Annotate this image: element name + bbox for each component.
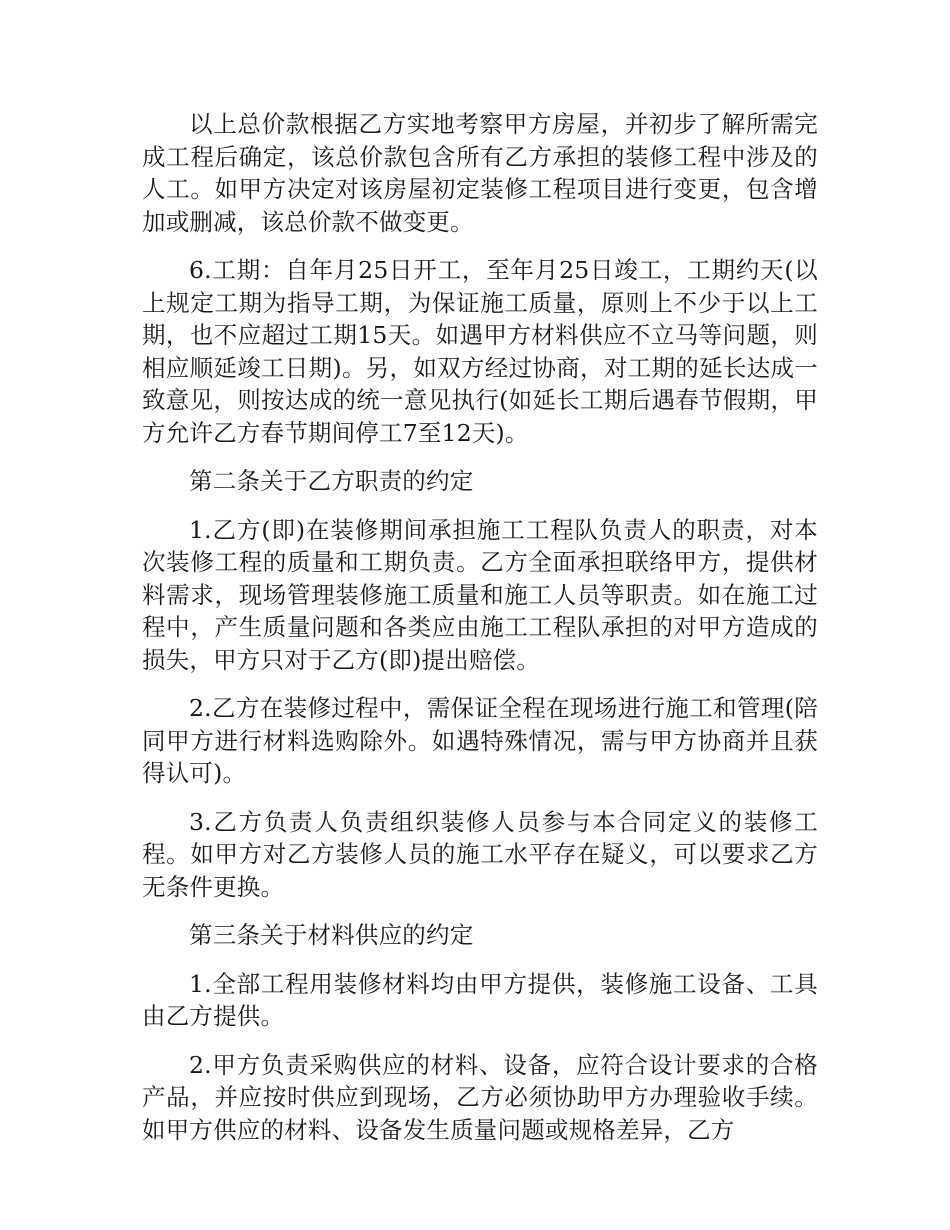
section-heading-material-supply: 第三条关于材料供应的约定: [189, 921, 474, 949]
paragraph-total-price: 以上总价款根据乙方实地考察甲方房屋，并初步了解所需完成工程后确定，该总价款包含所有乙方承担的装修工程中涉及的人工。如甲方决定对该房屋初定装修工程项目进行变更，包含增加或删减，该总价款不做变更。: [142, 110, 818, 236]
paragraph-duty-2: 2.乙方在装修过程中，需保证全程在现场进行施工和管理(陪同甲方进行材料选购除外。如遇特殊情况，需与甲方协商并且获得认可)。: [142, 694, 818, 787]
paragraph-duty-3: 3.乙方负责人负责组织装修人员参与本合同定义的装修工程。如甲方对乙方装修人员的施工水平存在疑义，可以要求乙方无条件更换。: [142, 807, 818, 901]
paragraph-material-2: 2.甲方负责采购供应的材料、设备，应符合设计要求的合格产品，并应按时供应到现场，乙方必须协助甲方办理验收手续。如甲方供应的材料、设备发生质量问题或规格差异，乙方: [142, 1050, 818, 1144]
paragraph-construction-period: 6.工期：自年月25日开工，至年月25日竣工，工期约天(以上规定工期为指导工期，为保证施工质量，原则上不少于以上工期，也不应超过工期15天。如遇甲方材料供应不立马等问题，则相应顺延竣工日期)。另，如双方经过协商，对工期的延长达成一致意见，则按达成的统一意见执行(如延长工期后遇春节假期，甲方允许乙方春节期间停工7至12天)。: [142, 256, 818, 447]
paragraph-duty-1: 1.乙方(即)在装修期间承担施工工程队负责人的职责，对本次装修工程的质量和工期负责。乙方全面承担联络甲方，提供材料需求，现场管理装修施工质量和施工人员等职责。如在施工过程中，产生质量问题和各类应由施工工程队承担的对甲方造成的损失，甲方只对于乙方(即)提出赔偿。: [142, 515, 818, 674]
section-heading-party-b-duties: 第二条关于乙方职责的约定: [189, 467, 474, 495]
paragraph-material-1: 1.全部工程用装修材料均由甲方提供，装修施工设备、工具由乙方提供。: [142, 969, 818, 1030]
